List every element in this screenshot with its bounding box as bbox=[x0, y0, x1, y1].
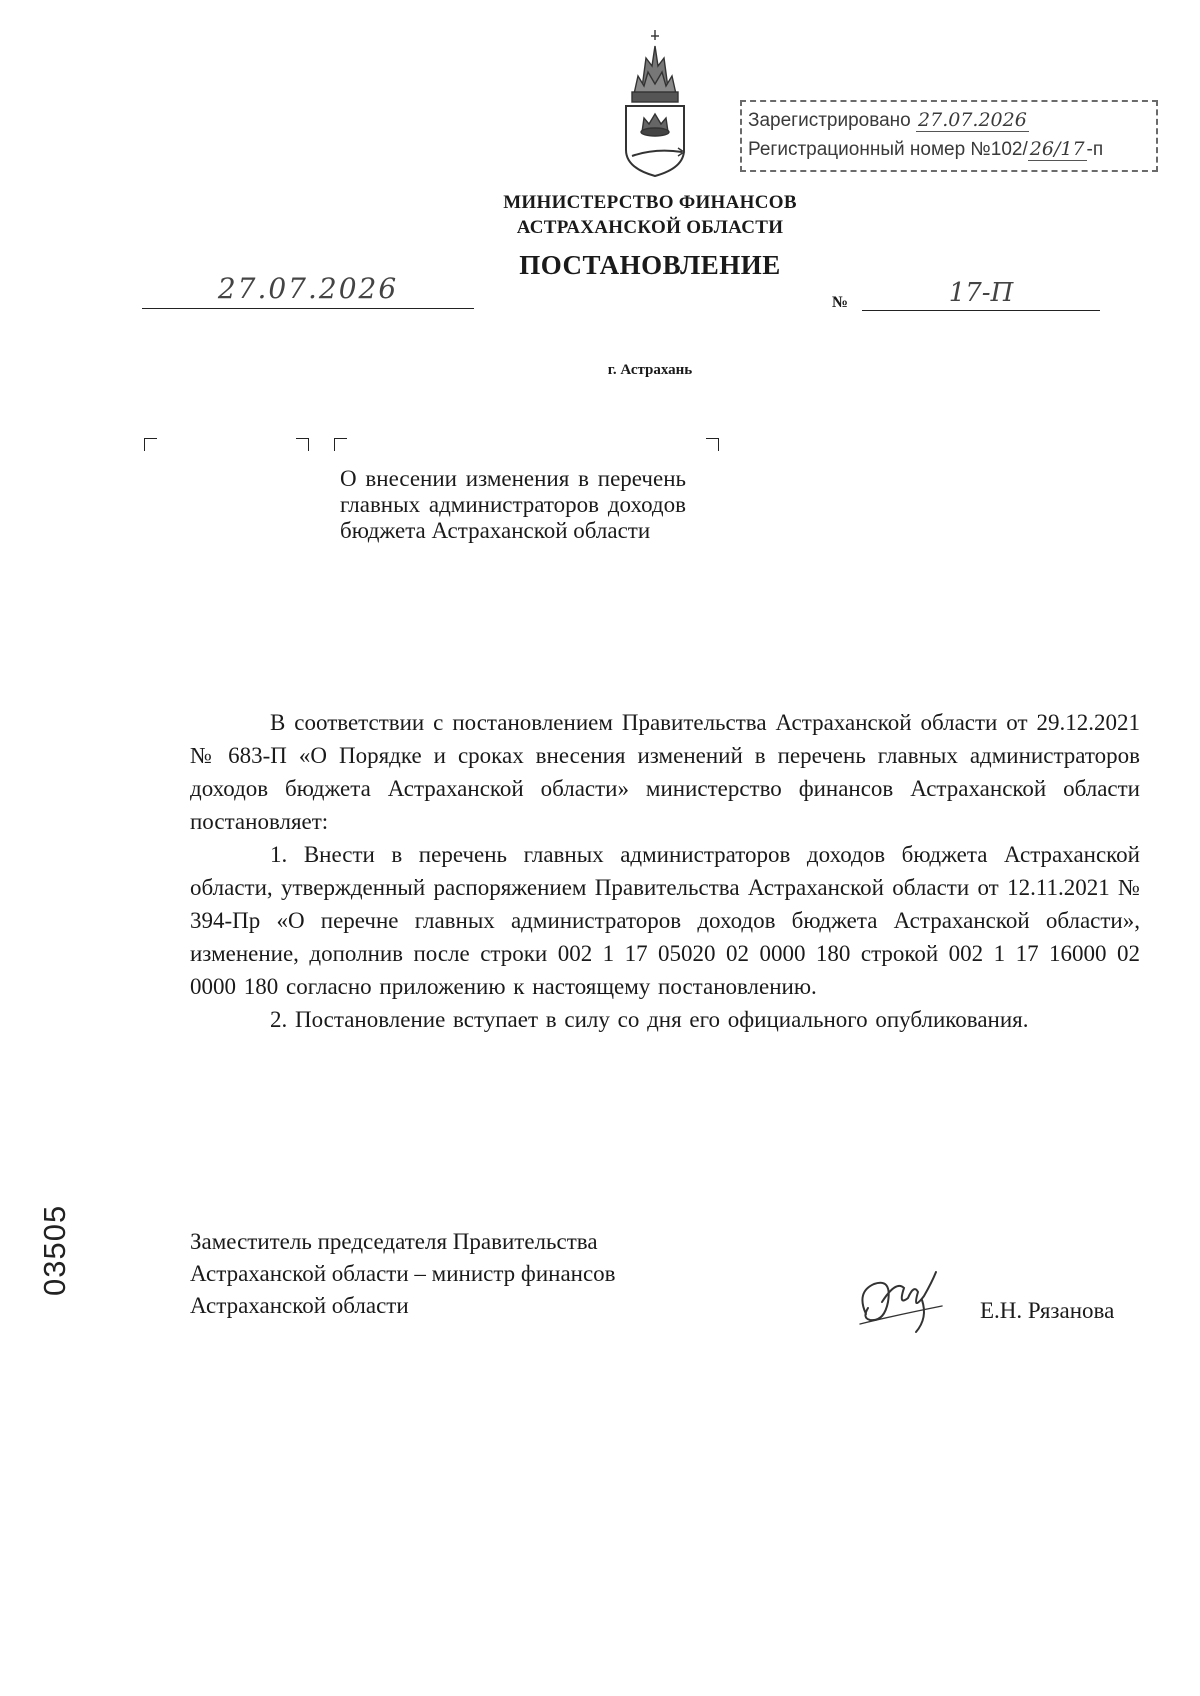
body-paragraph-preamble: В соответствии с постановлением Правительства Астраханской области от 29.12.2021 № 683-П «О Порядке и сроках внесения изменений в перечень главных администраторов доходов бюджета Астраханской области» министерство финансов Астраханской области постановляет: bbox=[190, 710, 1140, 834]
stamp-registered-label: Зарегистрировано bbox=[748, 110, 911, 131]
stamp-reg-number-suffix: -п bbox=[1086, 139, 1104, 160]
corner-mark-top-left bbox=[144, 438, 157, 451]
document-date: 27.07.2026 bbox=[142, 272, 474, 309]
signatory-title-line-2: Астраханской области – министр финансов bbox=[190, 1261, 616, 1286]
body-paragraph-item-2: 2. Постановление вступает в силу со дня его официального опубликования. bbox=[270, 1007, 1029, 1032]
signatory-title bbox=[190, 1226, 750, 1322]
number-sign: № bbox=[832, 294, 849, 311]
ministry-line-2: АСТРАХАНСКОЙ ОБЛАСТИ bbox=[516, 217, 784, 238]
signatory-title-line-3: Астраханской области bbox=[190, 1293, 409, 1318]
registration-stamp bbox=[740, 100, 1158, 172]
city: г. Астрахань bbox=[607, 362, 693, 378]
stamp-registered-date: 27.07.2026 bbox=[918, 109, 1027, 131]
coat-of-arms-icon bbox=[612, 28, 698, 180]
document-number: 17-П bbox=[862, 278, 1100, 311]
corner-mark-top-left bbox=[334, 438, 347, 451]
signatory-title-line-1: Заместитель председателя Правительства bbox=[190, 1229, 598, 1254]
corner-mark-top-right bbox=[706, 438, 719, 451]
document-body bbox=[190, 706, 1140, 1036]
document-subject: О внесении изменения в перечень главных администраторов доходов бюджета Астраханской области bbox=[340, 466, 686, 543]
document-type: ПОСТАНОВЛЕНИЕ bbox=[519, 250, 781, 280]
stamp-reg-number-label: Регистрационный номер №102/ bbox=[748, 139, 1028, 160]
stamp-line-number bbox=[748, 135, 1150, 164]
corner-mark-top-right bbox=[296, 438, 309, 451]
handwritten-signature-icon bbox=[852, 1262, 952, 1338]
ministry-name bbox=[380, 190, 920, 240]
side-registration-number: 03505 bbox=[37, 1204, 72, 1296]
stamp-line-registered bbox=[748, 106, 1150, 135]
stamp-reg-number-value: 26/17 bbox=[1029, 138, 1085, 160]
body-paragraph-item-1: 1. Внести в перечень главных администраторов доходов бюджета Астраханской области, утвержденный распоряжением Правительства Астраханской области от 12.11.2021 № 394-Пр «О перечне главных администраторов доходов бюджета Астраханской области», изменение, дополнив после строки 002 1 17 05020 02 0000 180 строкой 002 1 17 16000 02 0000 180 согласно приложению к настоящему постановлению. bbox=[190, 842, 1140, 999]
ministry-line-1: МИНИСТЕРСТВО ФИНАНСОВ bbox=[503, 192, 797, 213]
signatory-name: Е.Н. Рязанова bbox=[980, 1298, 1115, 1323]
